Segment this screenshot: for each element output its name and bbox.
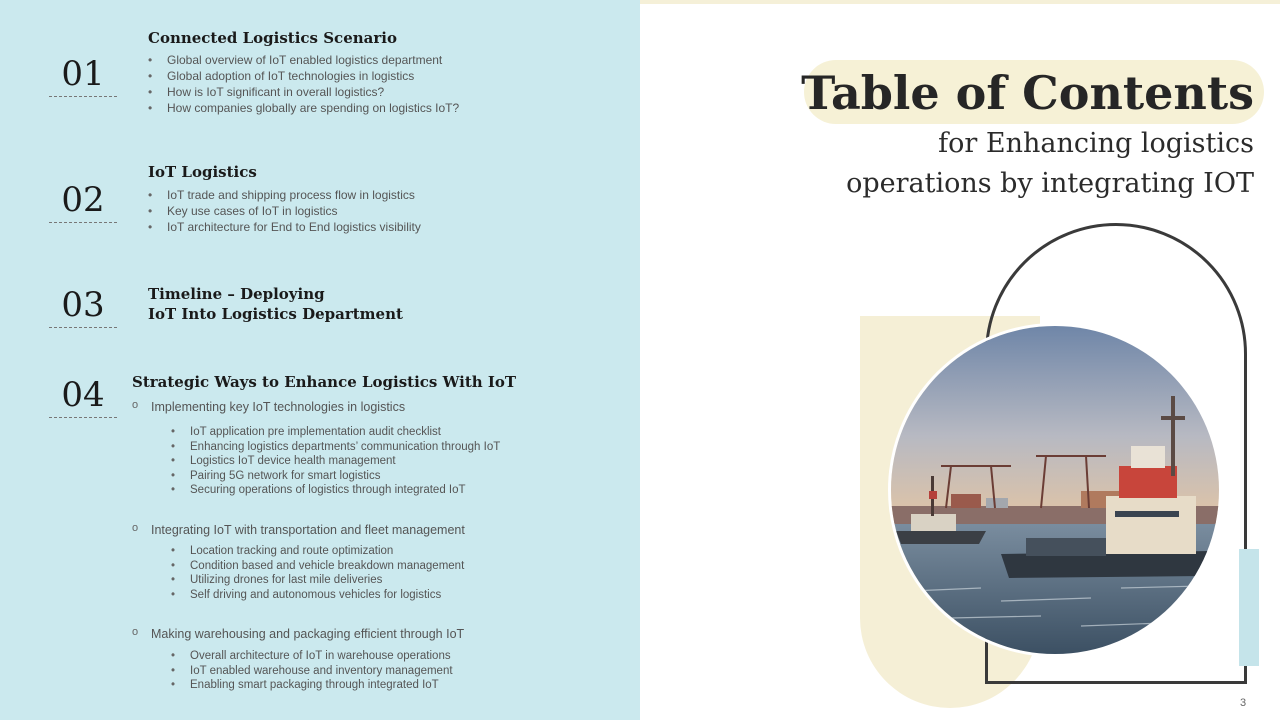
list-item: • IoT trade and shipping process flow in logistics xyxy=(148,187,421,203)
section-bullets xyxy=(148,52,459,116)
section-number: 04 xyxy=(49,375,117,418)
subsection-bullets xyxy=(171,544,464,602)
list-item: • Global overview of IoT enabled logistics department xyxy=(148,52,459,68)
list-item: • Global adoption of IoT technologies in logistics xyxy=(148,68,459,84)
list-item: • Overall architecture of IoT in warehouse operations xyxy=(171,649,453,664)
list-item: • How companies globally are spending on logistics IoT? xyxy=(148,100,459,116)
list-item: • Logistics IoT device health management xyxy=(171,454,500,469)
subtitle-line: for Enhancing logistics xyxy=(938,128,1254,159)
section-title: Connected Logistics Scenario xyxy=(148,29,397,47)
list-item: • IoT application pre implementation audit checklist xyxy=(171,425,500,440)
subsection-bullets xyxy=(171,425,500,498)
harbor-tugboat-photo xyxy=(888,323,1222,657)
subtitle-line: operations by integrating IOT xyxy=(846,168,1254,199)
list-item: • Enabling smart packaging through integrated IoT xyxy=(171,678,453,693)
list-item: • Self driving and autonomous vehicles for logistics xyxy=(171,588,464,603)
subsection-heading: o Implementing key IoT technologies in logistics xyxy=(132,400,405,414)
list-item: • Securing operations of logistics through integrated IoT xyxy=(171,483,500,498)
list-item: • Utilizing drones for last mile deliveries xyxy=(171,573,464,588)
page-subtitle xyxy=(846,124,1254,204)
section-title-line: IoT Into Logistics Department xyxy=(148,305,403,323)
list-item: • Pairing 5G network for smart logistics xyxy=(171,469,500,484)
section-title: IoT Logistics xyxy=(148,163,257,181)
section-number: 03 xyxy=(49,285,117,328)
page-title: Table of Contents xyxy=(801,66,1254,120)
section-title-line: Timeline – Deploying xyxy=(148,285,325,303)
section-bullets xyxy=(148,187,421,235)
page-number: 3 xyxy=(1240,697,1247,709)
subsection-bullets xyxy=(171,649,453,693)
section-number: 02 xyxy=(49,180,117,223)
harbor-illustration xyxy=(891,326,1219,654)
list-item: • Condition based and vehicle breakdown management xyxy=(171,559,464,574)
list-item: • Location tracking and route optimization xyxy=(171,544,464,559)
top-accent-strip xyxy=(640,0,1280,4)
subsection-heading: o Integrating IoT with transportation and fleet management xyxy=(132,523,465,537)
list-item: • IoT enabled warehouse and inventory management xyxy=(171,664,453,679)
list-item: • Enhancing logistics departments’ communication through IoT xyxy=(171,440,500,455)
list-item: • IoT architecture for End to End logistics visibility xyxy=(148,219,421,235)
section-title xyxy=(148,284,403,324)
section-title: Strategic Ways to Enhance Logistics With IoT xyxy=(132,373,517,391)
list-item: • How is IoT significant in overall logistics? xyxy=(148,84,459,100)
subsection-heading: o Making warehousing and packaging efficient through IoT xyxy=(132,627,464,641)
decorative-blue-bar xyxy=(1239,549,1259,666)
section-number: 01 xyxy=(49,54,117,97)
list-item: • Key use cases of IoT in logistics xyxy=(148,203,421,219)
